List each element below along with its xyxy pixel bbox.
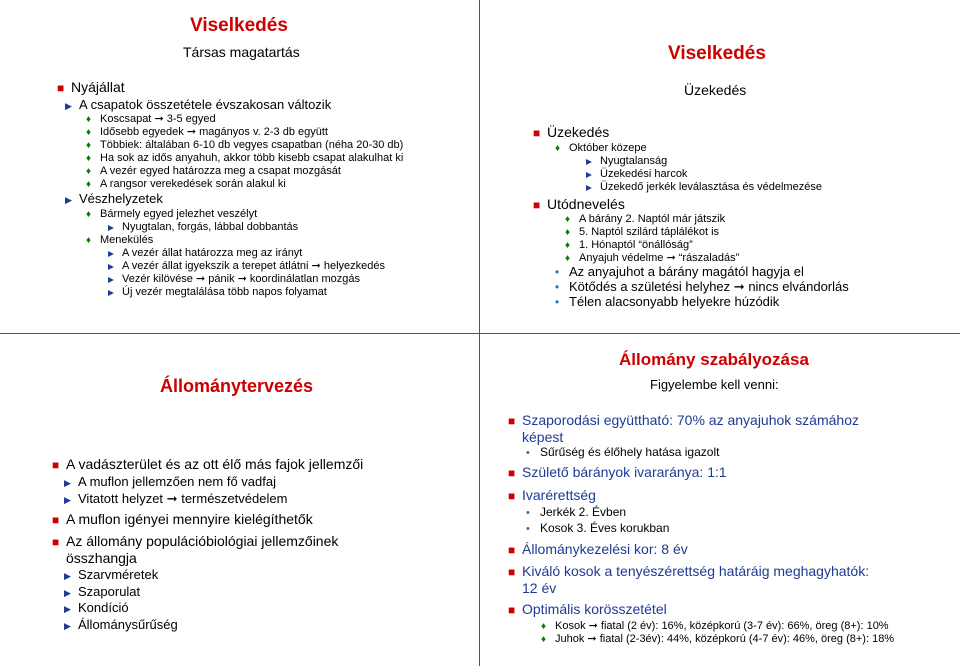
list-item: ▶ Nyugtalan, forgás, lábbal dobbantás: [108, 221, 299, 233]
list-item: ■ Az állomány populációbiológiai jellemzőinek: [52, 533, 339, 549]
list-item: ■ Optimális korösszetétel: [508, 601, 667, 617]
arrow-icon: ➞: [733, 279, 745, 294]
arrow-icon: ➞: [666, 252, 676, 264]
list-item: ▶ A vezér állat igyekszik a terepet átlátni ➞ helyezkedés: [108, 260, 385, 272]
diamond-bullet-icon: ♦: [555, 143, 561, 154]
triangle-bullet-icon: ▶: [65, 195, 72, 205]
list-item: ♦ Menekülés: [86, 234, 154, 246]
list-item: ▶ Állománysűrűség: [64, 617, 178, 632]
arrow-icon: ➞: [311, 260, 321, 272]
diamond-bullet-icon: ♦: [565, 253, 571, 264]
list-item: • Jerkék 2. Évben: [526, 505, 627, 519]
diamond-bullet-icon: ♦: [541, 634, 547, 645]
arrow-icon: ➞: [154, 113, 164, 125]
triangle-bullet-icon: ▶: [108, 262, 114, 271]
diamond-bullet-icon: ♦: [565, 214, 571, 225]
list-item: • Kötődés a születési helyhez ➞ nincs elvándorlás: [555, 279, 849, 294]
triangle-bullet-icon: ▶: [108, 249, 114, 258]
slide-4-title: Állomány szabályozása: [619, 350, 809, 369]
list-item: ▶ A vezér állat határozza meg az irányt: [108, 247, 303, 259]
arrow-icon: ➞: [186, 126, 197, 138]
diamond-bullet-icon: ♦: [86, 153, 92, 164]
list-item: ♦ A vezér egyed határozza meg a csapat mozgását: [86, 165, 341, 177]
list-item: ♦ Többiek: általában 6-10 db vegyes csapatban (néha 20-30 db): [86, 139, 404, 151]
arrow-icon: ➞: [587, 633, 597, 645]
triangle-bullet-icon: ▶: [64, 588, 71, 598]
slide-2: [481, 0, 960, 333]
list-item: ▶ Szaporulat: [64, 584, 141, 599]
list-item: ▶ A muflon jellemzően nem fő vadfaj: [64, 474, 276, 489]
slide-4: [481, 334, 960, 666]
triangle-bullet-icon: ▶: [586, 170, 592, 179]
slide-2-title: Viselkedés: [668, 43, 766, 64]
diamond-bullet-icon: ♦: [86, 140, 92, 151]
triangle-bullet-icon: ▶: [108, 275, 114, 284]
list-item: ▶ Nyugtalanság: [586, 155, 668, 167]
triangle-bullet-icon: ▶: [64, 495, 71, 505]
square-bullet-icon: ■: [52, 535, 60, 549]
list-item: ■ Kiváló kosok a tenyészérettség határáig meghagyhatók:: [508, 563, 870, 579]
square-bullet-icon: ■: [52, 513, 60, 527]
list-item: ♦ Idősebb egyedek ➞ magányos v. 2-3 db együtt: [86, 126, 328, 138]
square-bullet-icon: ■: [508, 565, 516, 579]
diamond-bullet-icon: ♦: [86, 235, 92, 246]
diamond-bullet-icon: ♦: [86, 179, 92, 190]
triangle-bullet-icon: ▶: [586, 183, 592, 192]
list-item: ♦ 1. Hónaptól “önállóság”: [565, 239, 693, 251]
square-bullet-icon: ■: [508, 466, 516, 480]
dot-bullet-icon: •: [555, 296, 560, 309]
list-item: ▶ Üzekedő jerkék leválasztása és védelmezése: [586, 181, 822, 193]
diamond-bullet-icon: ♦: [565, 227, 571, 238]
list-item: ♦ Kosok ➞ fiatal (2 év): 16%, középkorú (3-7 év): 66%, öreg (8+): 10%: [541, 620, 889, 632]
list-item: képest: [522, 429, 564, 445]
list-item: ▶ Üzekedési harcok: [586, 168, 688, 180]
square-bullet-icon: ■: [57, 81, 65, 95]
square-bullet-icon: ■: [508, 603, 516, 617]
list-item: ♦ Október közepe: [555, 142, 647, 154]
list-item: ■ Nyájállat: [57, 79, 125, 95]
list-item: ■ A muflon igényei mennyire kielégíthetők: [52, 511, 313, 527]
slide-2-subtitle: Üzekedés: [684, 82, 747, 98]
arrow-icon: ➞: [588, 620, 598, 632]
dot-bullet-icon: •: [526, 507, 530, 519]
list-item: ♦ Juhok ➞ fiatal (2-3év): 44%, középkorú (4-7 év): 46%, öreg (8+): 18%: [541, 633, 895, 645]
list-item: összhangja: [66, 550, 137, 566]
square-bullet-icon: ■: [52, 458, 60, 472]
slide-1-subtitle: Társas magatartás: [183, 44, 300, 60]
triangle-bullet-icon: ▶: [64, 604, 71, 614]
slide-1: [0, 0, 478, 333]
dot-bullet-icon: •: [555, 281, 560, 294]
list-item: • Sűrűség és élőhely hatása igazolt: [526, 445, 720, 459]
triangle-bullet-icon: ▶: [108, 223, 114, 232]
list-item: ♦ 5. Naptól szilárd táplálékot is: [565, 226, 720, 238]
list-item: ■ Ivarérettség: [508, 487, 596, 503]
list-item: ♦ Ha sok az idős anyahuh, akkor több kisebb csapat alakulhat ki: [86, 152, 404, 164]
triangle-bullet-icon: ▶: [64, 478, 71, 488]
list-item: 12 év: [522, 580, 557, 596]
triangle-bullet-icon: ▶: [64, 571, 71, 581]
dot-bullet-icon: •: [526, 523, 530, 535]
diamond-bullet-icon: ♦: [541, 621, 547, 632]
list-item: • Az anyajuhot a bárány magától hagyja el: [555, 264, 804, 279]
list-item: • Kosok 3. Éves korukban: [526, 521, 670, 535]
list-item: ♦ Bármely egyed jelezhet veszélyt: [86, 208, 258, 220]
dot-bullet-icon: •: [555, 266, 560, 279]
list-item: ♦ Koscsapat ➞ 3-5 egyed: [86, 113, 216, 125]
list-item: ■ A vadászterület és az ott élő más fajok jellemzői: [52, 456, 364, 472]
list-item: ■ Üzekedés: [533, 124, 610, 140]
triangle-bullet-icon: ▶: [65, 101, 72, 111]
diamond-bullet-icon: ♦: [86, 114, 92, 125]
list-item: ♦ A bárány 2. Naptól már játszik: [565, 213, 726, 225]
diamond-bullet-icon: ♦: [86, 127, 92, 138]
slide-4-subtitle: Figyelembe kell venni:: [650, 377, 779, 392]
list-item: ■ Szaporodási együttható: 70% az anyajuhok számához: [508, 412, 859, 428]
list-item: ▶ A csapatok összetétele évszakosan változik: [65, 97, 332, 112]
square-bullet-icon: ■: [508, 543, 516, 557]
arrow-icon: ➞: [166, 491, 178, 506]
triangle-bullet-icon: ▶: [64, 621, 71, 631]
list-item: ▶ Vezér kilövése ➞ pánik ➞ koordinálatlan mozgás: [108, 273, 360, 285]
square-bullet-icon: ■: [533, 198, 541, 212]
list-item: ▶ Kondíció: [64, 600, 129, 615]
slide-1-title: Viselkedés: [190, 15, 288, 36]
triangle-bullet-icon: ▶: [108, 288, 114, 297]
list-item: ♦ A rangsor verekedések során alakul ki: [86, 178, 286, 190]
slide-3-title: Állománytervezés: [160, 376, 314, 396]
list-item: ▶ Vitatott helyzet ➞ természetvédelem: [64, 491, 288, 506]
diamond-bullet-icon: ♦: [86, 209, 92, 220]
square-bullet-icon: ■: [508, 489, 516, 503]
list-item: • Télen alacsonyabb helyekre húzódik: [555, 294, 780, 309]
list-item: ♦ Anyajuh védelme ➞ “rászaladás”: [565, 252, 740, 264]
list-item: ■ Születő bárányok ivararánya: 1:1: [508, 464, 727, 480]
triangle-bullet-icon: ▶: [586, 157, 592, 166]
list-item: ▶ Vészhelyzetek: [65, 191, 163, 206]
diamond-bullet-icon: ♦: [86, 166, 92, 177]
square-bullet-icon: ■: [508, 414, 516, 428]
list-item: ■ Utódnevelés: [533, 196, 625, 212]
diamond-bullet-icon: ♦: [565, 240, 571, 251]
slide-3: [0, 334, 478, 666]
list-item: ▶ Szarvméretek: [64, 567, 159, 582]
arrow-icon: ➞: [196, 273, 206, 285]
arrow-icon: ➞: [237, 273, 247, 285]
list-item: ■ Állománykezelési kor: 8 év: [508, 541, 688, 557]
dot-bullet-icon: •: [526, 447, 530, 459]
square-bullet-icon: ■: [533, 126, 541, 140]
list-item: ▶ Új vezér megtalálása több napos folyamat: [108, 286, 327, 298]
